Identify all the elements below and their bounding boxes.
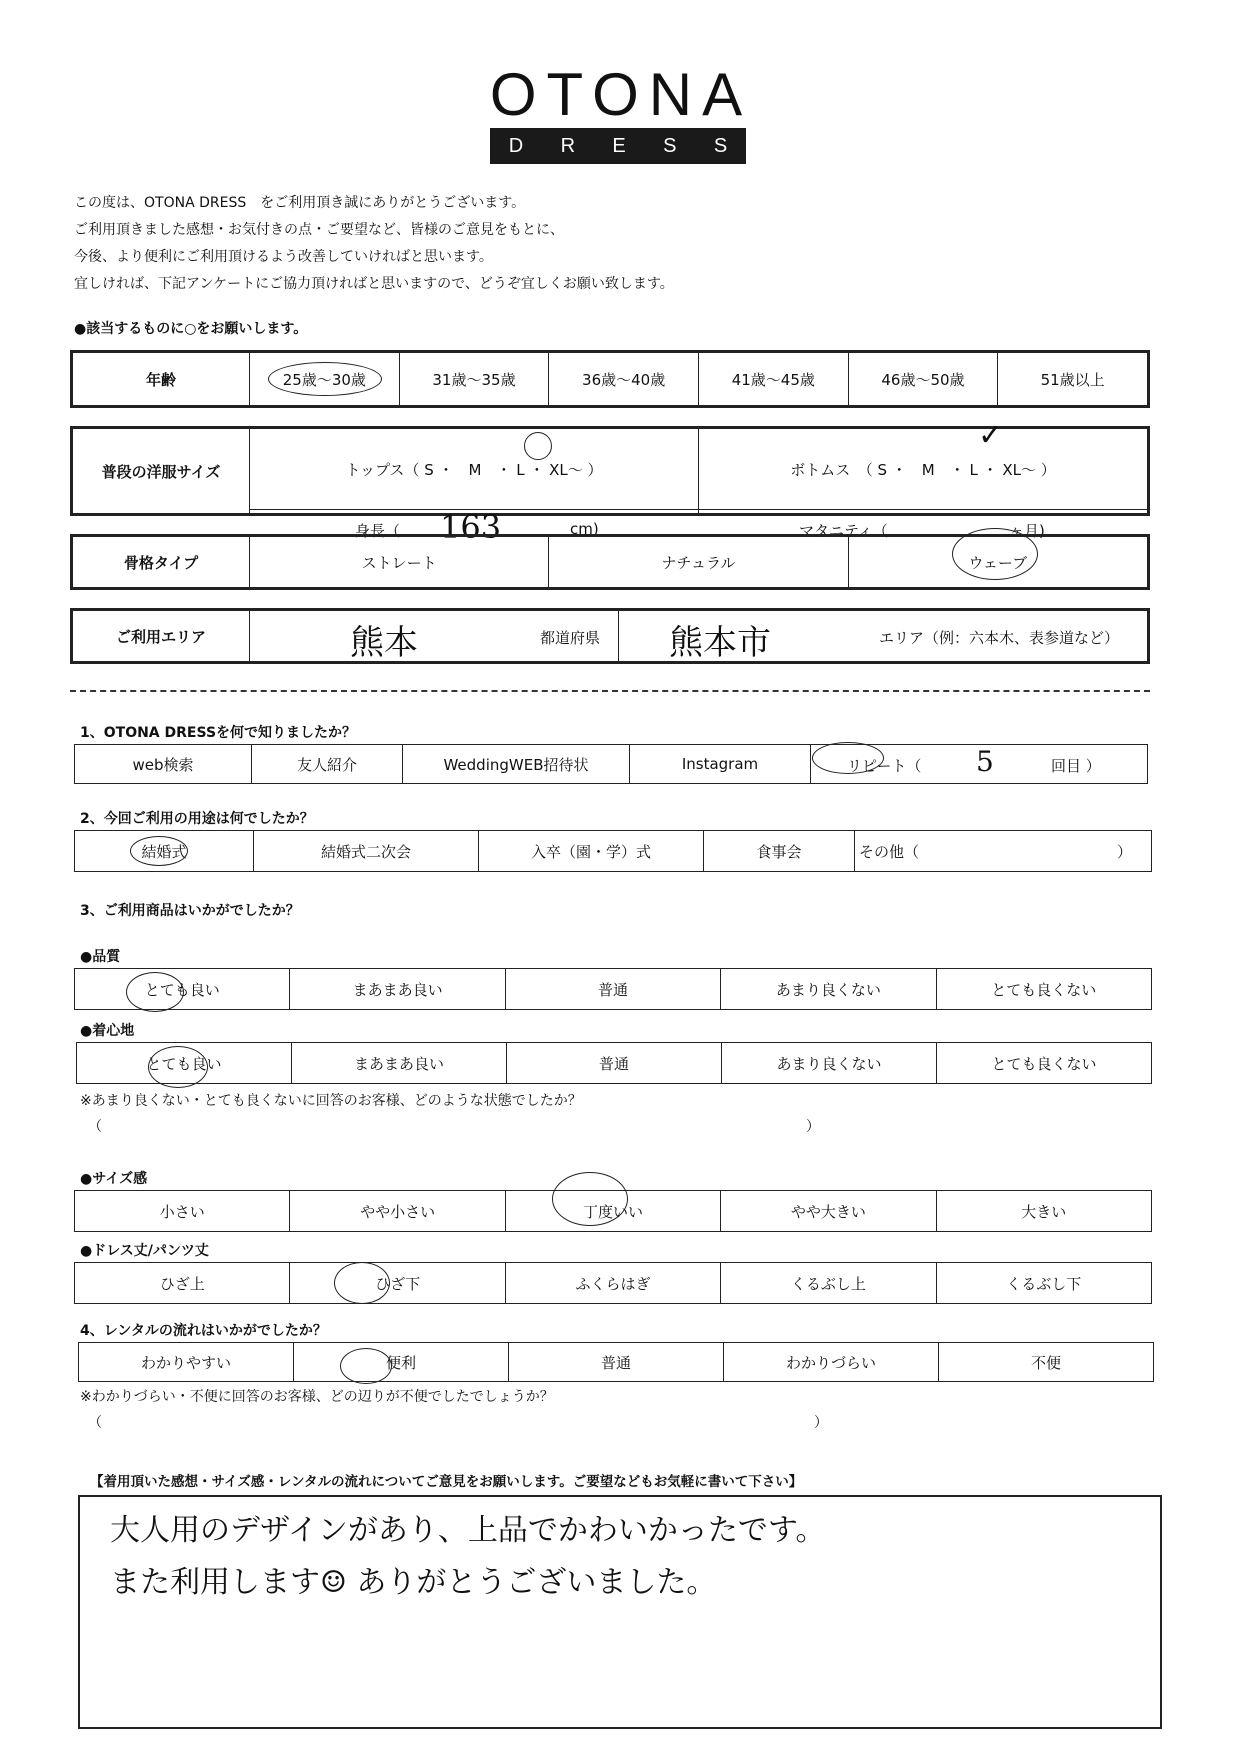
city-cell [619, 611, 1148, 662]
pref-cell [250, 611, 619, 662]
comfort-table [76, 1042, 1152, 1084]
fit-option[interactable]: やや大きい [721, 1191, 936, 1232]
comment-title: 【着用頂いた感想・サイズ感・レンタルの流れについてご意見をお願いします。ご要望などもお気軽に書いて下さい】 [90, 1474, 803, 1490]
length-option[interactable]: ひざ上 [75, 1263, 290, 1304]
other-close: ） [1117, 843, 1133, 861]
comment-text [110, 1505, 826, 1609]
paren-open: （ [88, 1415, 102, 1431]
selection-circle [552, 1172, 628, 1226]
q4-option[interactable]: 不便 [939, 1343, 1154, 1382]
comfort-option[interactable]: まあまあ良い [292, 1043, 507, 1084]
quality-option[interactable]: 普通 [505, 969, 720, 1010]
q4-option[interactable]: わかりづらい [724, 1343, 939, 1382]
q4-option[interactable]: 普通 [509, 1343, 724, 1382]
age-option[interactable]: 36歳〜40歳 [549, 353, 699, 406]
length-option[interactable]: くるぶし下 [936, 1263, 1151, 1304]
age-label: 年齢 [73, 353, 250, 406]
divider [70, 690, 1150, 692]
q3-title: 3、ご利用商品はいかがでしたか？ [80, 903, 300, 919]
logo-letter: D [508, 134, 524, 157]
selection-circle [148, 1046, 208, 1088]
repeat-count[interactable]: 5 [976, 745, 994, 778]
quality-option[interactable]: とても良くない [936, 969, 1151, 1010]
fit-option[interactable]: 丁度いい [505, 1191, 720, 1232]
height-value[interactable]: 163 [440, 508, 502, 547]
skeleton-option[interactable]: ナチュラル [549, 537, 848, 588]
length-label: ●ドレス丈/パンツ丈 [80, 1243, 209, 1259]
intro-line: この度は、OTONA DRESS をご利用頂き誠にありがとうございます。 [74, 195, 526, 211]
maternity-cell [699, 510, 1148, 541]
quality-option[interactable]: とても良い [75, 969, 290, 1010]
logo-letter: S [713, 134, 728, 157]
city-value[interactable]: 熊本市 [669, 623, 771, 663]
comfort-label: ●着心地 [80, 1023, 135, 1039]
fit-label: ●サイズ感 [80, 1171, 148, 1187]
logo-letter: S [663, 134, 677, 157]
selection-circle [126, 972, 184, 1012]
selection-circle [334, 1262, 390, 1304]
other-label[interactable]: その他（ [859, 843, 920, 861]
height-cell [250, 508, 699, 547]
quality-label: ●品質 [80, 949, 121, 965]
q4-title: 4、レンタルの流れはいかがでしたか？ [80, 1323, 327, 1339]
fit-option[interactable]: 大きい [936, 1191, 1151, 1232]
intro-line: 宜しければ、下記アンケートにご協力頂ければと思いますので、どうぞ宜しくお願い致します。 [74, 276, 674, 292]
q2-option[interactable]: 結婚式二次会 [254, 831, 479, 872]
q4-option[interactable]: わかりやすい [79, 1343, 294, 1382]
comfort-option[interactable]: とても良くない [937, 1043, 1152, 1084]
q1-table [74, 744, 1148, 784]
paren-close: ） [806, 1119, 820, 1135]
size-label: 普段の洋服サイズ [73, 429, 250, 514]
length-option[interactable]: くるぶし上 [721, 1263, 936, 1304]
skeleton-option[interactable]: ウェーブ [848, 537, 1147, 588]
selection-circle [812, 742, 884, 774]
age-table [72, 352, 1148, 406]
comfort-option[interactable]: あまり良くない [722, 1043, 937, 1084]
q1-option[interactable]: 友人紹介 [252, 745, 403, 784]
q2-table [74, 830, 1152, 872]
comment-line: 大人用のデザインがあり、上品でかわいかったです。 [110, 1513, 826, 1548]
comfort-option[interactable]: とても良い [77, 1043, 292, 1084]
tops-size[interactable]: トップス（ S ・ M ・ L ・ XL〜 ） [250, 429, 699, 510]
intro-text [74, 190, 674, 298]
intro-line: ご利用頂きました感想・お気付きの点・ご要望など、皆様のご意見をもとに、 [74, 222, 564, 238]
selection-circle [340, 1348, 392, 1384]
q2-other-cell [855, 831, 1152, 872]
check-mark: ✓ [978, 418, 1004, 453]
comment-box[interactable] [78, 1495, 1162, 1729]
paren-open: （ [88, 1119, 102, 1135]
q1-option[interactable]: web検索 [75, 745, 252, 784]
intro-line: 今後、より便利にご利用頂けるよう改善していければと思います。 [74, 249, 493, 265]
age-option[interactable]: 31歳〜35歳 [399, 353, 549, 406]
repeat-label[interactable]: リピート（ [847, 757, 922, 775]
comfort-option[interactable]: 普通 [507, 1043, 722, 1084]
q2-option[interactable]: 結婚式 [75, 831, 254, 872]
area-table [72, 610, 1148, 662]
logo-dress-bar [490, 128, 746, 164]
instruction: ●該当するものに○をお願いします。 [74, 321, 308, 337]
skeleton-label: 骨格タイプ [73, 537, 250, 588]
quality-option[interactable]: あまり良くない [721, 969, 936, 1010]
q4-option[interactable]: 便利 [294, 1343, 509, 1382]
selection-circle [952, 528, 1038, 580]
q1-option[interactable]: Instagram [630, 745, 811, 784]
pref-label: 都道府県 [540, 629, 601, 647]
q2-option[interactable]: 食事会 [704, 831, 855, 872]
comfort-note: ※あまり良くない・とても良くないに回答のお客様、どのような状態でしたか？ [80, 1093, 582, 1109]
repeat-unit: 回目 ） [1051, 757, 1101, 775]
q2-option[interactable]: 入卒（園・学）式 [479, 831, 704, 872]
age-option[interactable]: 41歳〜45歳 [698, 353, 848, 406]
maternity-unit: ヶ月) [1009, 522, 1045, 541]
logo-letter: E [612, 134, 626, 157]
age-option[interactable]: 25歳〜30歳 [250, 353, 400, 406]
height-unit: cm) [570, 520, 599, 539]
selection-circle [130, 836, 188, 866]
length-table [74, 1262, 1152, 1304]
quality-option[interactable]: まあまあ良い [290, 969, 505, 1010]
maternity-label: マタニティ（ [799, 522, 888, 541]
pref-value[interactable]: 熊本 [350, 623, 418, 663]
skeleton-option[interactable]: ストレート [250, 537, 549, 588]
fit-option[interactable]: やや小さい [290, 1191, 505, 1232]
q1-option[interactable]: WeddingWEB招待状 [403, 745, 630, 784]
area-label: ご利用エリア [73, 611, 250, 662]
length-option[interactable]: ひざ下 [290, 1263, 505, 1304]
age-option[interactable]: 46歳〜50歳 [848, 353, 998, 406]
fit-option[interactable]: 小さい [75, 1191, 290, 1232]
height-label: 身長（ [355, 522, 401, 541]
selection-circle [524, 432, 552, 460]
q2-title: 2、今回ご利用の用途は何でしたか？ [80, 811, 314, 827]
comment-line: また利用します☺ ありがとうございました。 [110, 1565, 717, 1600]
bottoms-size[interactable]: ボトムス （ S ・ M ・ L ・ XL〜 ） [699, 429, 1148, 510]
logo-letter: R [560, 134, 576, 157]
q4-note: ※わかりづらい・不便に回答のお客様、どの辺りが不便でしたでしょうか？ [80, 1389, 554, 1405]
quality-table [74, 968, 1152, 1010]
city-label: エリア（例：六本木、表参道など） [879, 629, 1120, 647]
q1-title: 1、OTONA DRESSを何で知りましたか？ [80, 725, 357, 741]
logo-otona: OTONA [489, 61, 753, 128]
q4-table [78, 1342, 1154, 1382]
selection-circle [268, 362, 382, 396]
length-option[interactable]: ふくらはぎ [505, 1263, 720, 1304]
age-option[interactable]: 51歳以上 [998, 353, 1148, 406]
paren-close: ） [814, 1415, 828, 1431]
